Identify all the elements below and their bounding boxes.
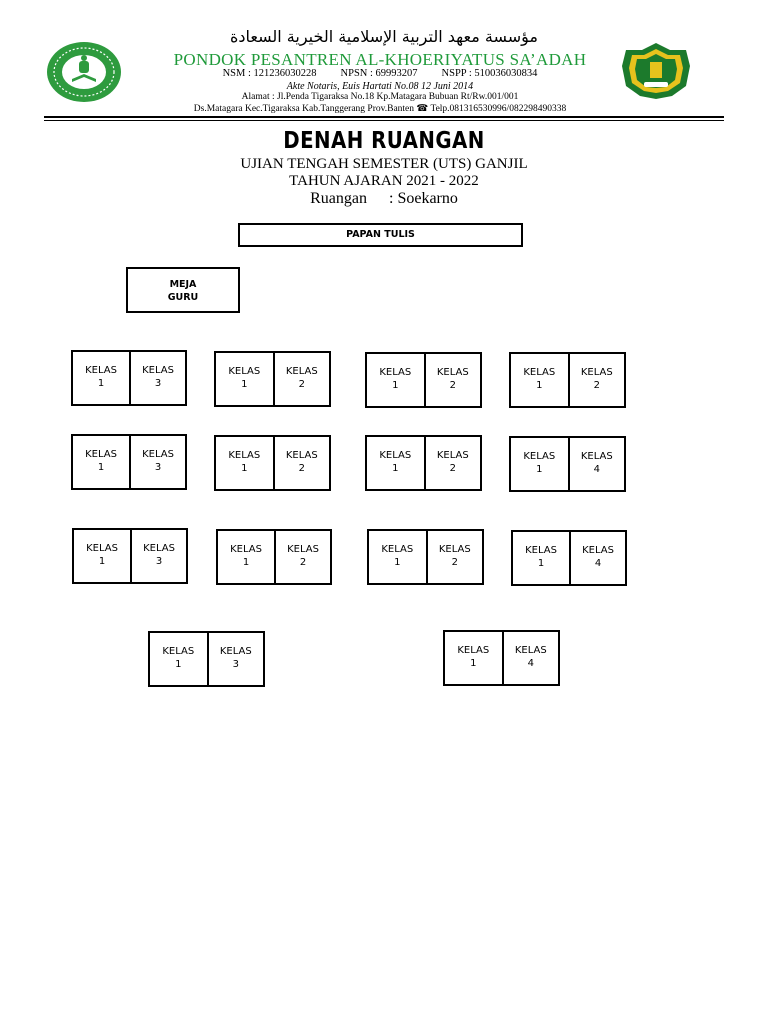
seat-class: 2 (449, 380, 456, 391)
seat-word: KELAS (379, 450, 412, 461)
seat-class: 1 (394, 557, 401, 568)
school-name: PONDOK PESANTREN AL-KHOERIYATUS SA’ADAH (173, 50, 587, 69)
seat-word: KELAS (436, 367, 469, 378)
seat-class: 1 (97, 378, 105, 389)
seat (273, 437, 330, 489)
seat-word: KELAS (287, 544, 319, 555)
registration-numbers (120, 68, 640, 79)
exam-subtitle: UJIAN TENGAH SEMESTER (UTS) GANJIL (240, 156, 528, 172)
desk-1 (71, 350, 187, 406)
seat-word: KELAS (457, 645, 490, 656)
nspp: NSPP : 510036030834 (441, 68, 538, 79)
address-contact-line: Ds.Matagara Kec.Tigaraksa Kab.Tanggerang Prov.Banten ☎ Telp.081316530996/082298490338 (193, 104, 567, 114)
arabic-foundation-name: مؤسسة معهد التربية الإسلامية الخيرية السعادة (230, 27, 538, 46)
seat (216, 353, 273, 405)
desk-11 (367, 529, 484, 585)
seat-class: 1 (536, 464, 543, 475)
seat (273, 353, 330, 405)
seat-class: 1 (470, 658, 477, 669)
seat (130, 530, 186, 582)
desk-6 (214, 435, 331, 491)
page-title: DENAH RUANGAN (283, 128, 485, 154)
seat-class: 2 (451, 557, 458, 568)
seat (129, 352, 185, 404)
teacher-desk-line2: GURU (167, 292, 199, 303)
nsm: NSM : 121236030228 (222, 68, 317, 79)
address-line: Alamat : Jl.Penda Tigaraksa No.18 Kp.Matagara Bubuan Rt/Rw.001/001 (241, 92, 519, 102)
seat (369, 531, 426, 583)
seat (150, 633, 207, 685)
seat (511, 438, 568, 490)
header-rule-thin (44, 120, 724, 121)
seat-word: KELAS (142, 365, 174, 376)
seat-class: 1 (97, 462, 105, 473)
seat (73, 352, 129, 404)
seat (207, 633, 264, 685)
seat (568, 438, 625, 490)
seat (216, 437, 273, 489)
seat-word: KELAS (438, 544, 471, 555)
desk-4 (509, 352, 626, 408)
seat-class: 2 (299, 557, 307, 568)
seat-class: 3 (232, 659, 239, 670)
seat-word: KELAS (86, 543, 118, 554)
seat (424, 354, 481, 406)
seat-class: 4 (594, 558, 602, 569)
seat-word: KELAS (162, 646, 195, 657)
seat-word: KELAS (142, 449, 174, 460)
seat-word: KELAS (285, 450, 318, 461)
desk-14 (443, 630, 560, 686)
seat (367, 354, 424, 406)
desk-7 (365, 435, 482, 491)
seat-word: KELAS (523, 451, 556, 462)
whiteboard: PAPAN TULIS (238, 223, 523, 247)
seat-word: KELAS (228, 366, 261, 377)
seat (568, 354, 625, 406)
seat-word: KELAS (230, 544, 262, 555)
seat-class: 1 (175, 659, 182, 670)
seat-word: KELAS (85, 365, 117, 376)
seat-class: 1 (242, 557, 250, 568)
seat-word: KELAS (228, 450, 261, 461)
teacher-desk-line1: MEJA (169, 279, 197, 290)
seat-word: KELAS (580, 451, 613, 462)
seat-word: KELAS (523, 367, 556, 378)
desk-13 (148, 631, 265, 687)
seat-word: KELAS (381, 544, 414, 555)
seat-word: KELAS (143, 543, 175, 554)
seat-word: KELAS (525, 545, 557, 556)
seat-word: KELAS (85, 449, 117, 460)
kemenag-logo (620, 42, 692, 100)
desk-3 (365, 352, 482, 408)
seat-class: 2 (298, 463, 305, 474)
seat-class: 1 (392, 463, 399, 474)
room-value: : Soekarno (389, 190, 458, 207)
room-line (0, 190, 768, 208)
desk-10 (216, 529, 332, 585)
academic-year: TAHUN AJARAN 2021 - 2022 (289, 173, 479, 189)
seat-class: 1 (241, 379, 248, 390)
akte-notaris: Akte Notaris, Euis Hartati No.08 12 Juni 2014 (286, 81, 474, 92)
seat-class: 3 (155, 556, 163, 567)
room-label: Ruangan (310, 190, 367, 207)
seat-word: KELAS (514, 645, 547, 656)
seat-class: 4 (527, 658, 534, 669)
desk-12 (511, 530, 627, 586)
seat-class: 1 (536, 380, 543, 391)
npsn: NPSN : 69993207 (340, 68, 418, 79)
seat-class: 1 (241, 463, 248, 474)
seat-class: 2 (593, 380, 600, 391)
seat (274, 531, 330, 583)
seat-class: 1 (392, 380, 399, 391)
seat-class: 1 (98, 556, 106, 567)
desk-8 (509, 436, 626, 492)
desk-2 (214, 351, 331, 407)
seat (426, 531, 483, 583)
seat (218, 531, 274, 583)
seat-word: KELAS (379, 367, 412, 378)
teacher-desk (126, 267, 240, 313)
seat (511, 354, 568, 406)
desk-5 (71, 434, 187, 490)
header-rule-thick (44, 116, 724, 118)
seat-class: 2 (449, 463, 456, 474)
seat-class: 2 (298, 379, 305, 390)
seat-class: 3 (154, 378, 162, 389)
seat-word: KELAS (219, 646, 252, 657)
seat (424, 437, 481, 489)
seat-class: 3 (154, 462, 162, 473)
seat (502, 632, 559, 684)
seat (513, 532, 569, 584)
seat (367, 437, 424, 489)
seat-word: KELAS (582, 545, 614, 556)
seat-word: KELAS (285, 366, 318, 377)
seat (129, 436, 185, 488)
seat (74, 530, 130, 582)
seat (569, 532, 625, 584)
pesantren-logo (46, 41, 122, 103)
seat-word: KELAS (580, 367, 613, 378)
desk-9 (72, 528, 188, 584)
seat-word: KELAS (436, 450, 469, 461)
seat (73, 436, 129, 488)
seat-class: 4 (593, 464, 600, 475)
seat (445, 632, 502, 684)
seat-class: 1 (537, 558, 545, 569)
